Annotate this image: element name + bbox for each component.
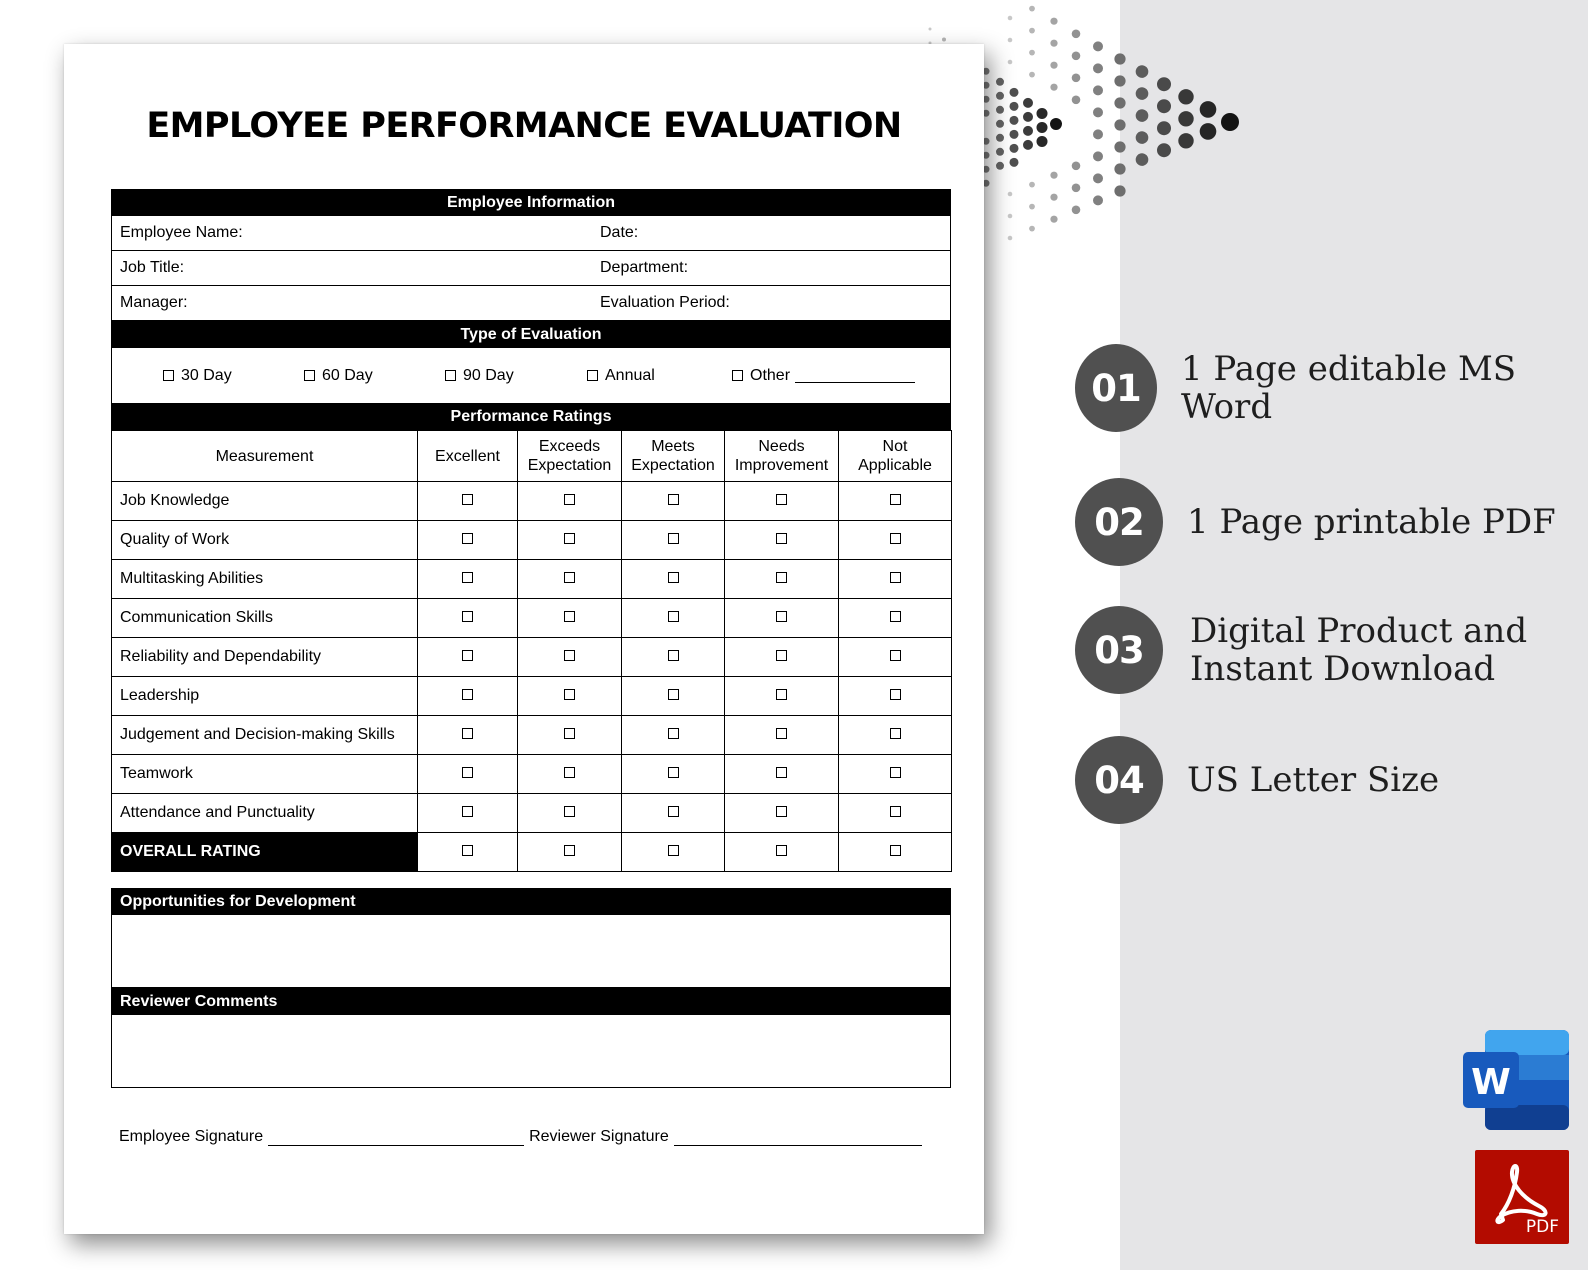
halftone-dot (1008, 16, 1013, 21)
checkbox-excellent[interactable] (462, 728, 473, 739)
measurement-label: Quality of Work (112, 521, 418, 560)
manager-field[interactable]: Manager: (120, 294, 188, 311)
section-header-employee-information: Employee Information (111, 189, 951, 216)
document-page (64, 44, 984, 1234)
checkbox-excellent[interactable] (462, 533, 473, 544)
halftone-dot (996, 148, 1004, 156)
checkbox-needs-improvement[interactable] (776, 494, 787, 505)
checkbox-exceeds-expectation[interactable] (564, 650, 575, 661)
halftone-dot (1093, 173, 1103, 183)
eval-option-label: 90 Day (463, 366, 514, 384)
measurement-label: Attendance and Punctuality (112, 794, 418, 833)
checkbox-not-applicable[interactable] (890, 611, 901, 622)
feature-number-badge: 03 (1075, 606, 1163, 694)
word-icon-band (1485, 1030, 1569, 1055)
rating-row (112, 794, 952, 833)
rating-cell-needs-improvement (725, 833, 839, 872)
halftone-dot (1093, 85, 1103, 95)
halftone-dot (1008, 38, 1013, 43)
halftone-dot (1093, 63, 1103, 73)
column-header-not-applicable: Not Applicable (839, 431, 952, 482)
feature-line: Digital Product and (1190, 611, 1528, 651)
rating-cell-meets-expectation (622, 560, 725, 599)
column-header-exceeds-expectation: Exceeds Expectation (518, 431, 622, 482)
halftone-dot (1200, 101, 1217, 118)
halftone-dot (1136, 65, 1149, 78)
ratings-header-row (112, 431, 952, 482)
checkbox-exceeds-expectation[interactable] (564, 728, 575, 739)
halftone-dot (1072, 206, 1081, 215)
rating-cell-excellent (418, 638, 518, 677)
halftone-dot (1029, 204, 1035, 210)
checkbox-exceeds-expectation[interactable] (564, 689, 575, 700)
checkbox[interactable] (304, 370, 315, 381)
rating-cell-meets-expectation (622, 599, 725, 638)
measurement-label: Reliability and Dependability (112, 638, 418, 677)
rating-cell-not-applicable (839, 638, 952, 677)
halftone-dot (1093, 195, 1103, 205)
overall-rating-label: OVERALL RATING (112, 833, 418, 872)
halftone-dot (1157, 99, 1171, 113)
rating-cell-needs-improvement (725, 521, 839, 560)
checkbox-not-applicable[interactable] (890, 728, 901, 739)
rating-cell-meets-expectation (622, 833, 725, 872)
halftone-dot (1010, 144, 1019, 153)
halftone-dot (1008, 60, 1013, 65)
halftone-dot (1157, 121, 1171, 135)
checkbox-needs-improvement[interactable] (776, 689, 787, 700)
halftone-dot (1050, 40, 1057, 47)
halftone-dot (1136, 131, 1149, 144)
rating-cell-needs-improvement (725, 560, 839, 599)
rating-cell-excellent (418, 833, 518, 872)
word-icon-band (1485, 1105, 1569, 1130)
halftone-dot (1178, 89, 1193, 104)
halftone-dot (1037, 136, 1048, 147)
checkbox[interactable] (445, 370, 456, 381)
checkbox-not-applicable[interactable] (890, 650, 901, 661)
checkbox-meets-expectation[interactable] (668, 767, 679, 778)
rating-cell-meets-expectation (622, 482, 725, 521)
halftone-dot (996, 120, 1004, 128)
checkbox[interactable] (732, 370, 743, 381)
rating-cell-exceeds-expectation (518, 560, 622, 599)
rating-cell-exceeds-expectation (518, 521, 622, 560)
feature-line: US Letter Size (1187, 760, 1440, 800)
section-header-type-of-evaluation: Type of Evaluation (111, 321, 951, 348)
column-header-meets-expectation: Meets Expectation (622, 431, 725, 482)
eval-option-other[interactable] (732, 367, 915, 385)
feature-text (1181, 350, 1588, 426)
feature-line: 1 Page printable PDF (1187, 502, 1556, 542)
rating-cell-exceeds-expectation (518, 482, 622, 521)
checkbox-not-applicable[interactable] (890, 806, 901, 817)
halftone-dot (929, 28, 932, 31)
halftone-dot (1136, 109, 1149, 122)
measurement-label: Leadership (112, 677, 418, 716)
rating-row (112, 560, 952, 599)
rating-row (112, 755, 952, 794)
column-header-excellent: Excellent (418, 431, 518, 482)
halftone-dot (1093, 107, 1103, 117)
checkbox-needs-improvement[interactable] (776, 611, 787, 622)
evaluation-period-field[interactable]: Evaluation Period: (600, 294, 730, 311)
checkbox-excellent[interactable] (462, 611, 473, 622)
rating-cell-not-applicable (839, 716, 952, 755)
rating-cell-needs-improvement (725, 599, 839, 638)
rating-cell-not-applicable (839, 677, 952, 716)
checkbox-excellent[interactable] (462, 572, 473, 583)
checkbox-needs-improvement[interactable] (776, 767, 787, 778)
halftone-dot (1072, 96, 1081, 105)
halftone-dot (1072, 162, 1081, 171)
halftone-dot (1010, 116, 1019, 125)
halftone-dot (996, 162, 1004, 170)
column-header-needs-improvement: Needs Improvement (725, 431, 839, 482)
ratings-table (111, 430, 952, 872)
halftone-dot (1010, 158, 1019, 167)
halftone-dot (1072, 30, 1081, 39)
halftone-dot (1114, 97, 1125, 108)
rating-cell-meets-expectation (622, 521, 725, 560)
word-icon (1463, 1030, 1571, 1130)
ratings-body (112, 482, 952, 872)
checkbox-exceeds-expectation[interactable] (564, 494, 575, 505)
rating-cell-excellent (418, 716, 518, 755)
rating-row (112, 677, 952, 716)
halftone-dot (1178, 111, 1193, 126)
other-blank-line[interactable] (795, 368, 915, 383)
rating-cell-exceeds-expectation (518, 794, 622, 833)
reviewer-signature-label: Reviewer Signature (529, 1128, 669, 1145)
halftone-dot (1050, 118, 1062, 130)
checkbox-not-applicable[interactable] (890, 845, 901, 856)
checkbox-not-applicable[interactable] (890, 689, 901, 700)
halftone-dot (1008, 214, 1013, 219)
measurement-label: Teamwork (112, 755, 418, 794)
rating-row (112, 716, 952, 755)
rating-cell-excellent (418, 599, 518, 638)
rating-cell-needs-improvement (725, 716, 839, 755)
rating-cell-exceeds-expectation (518, 755, 622, 794)
halftone-dot (1010, 102, 1019, 111)
rating-cell-not-applicable (839, 482, 952, 521)
rating-cell-exceeds-expectation (518, 716, 622, 755)
halftone-dot (1200, 123, 1217, 140)
eval-option-label: Annual (605, 366, 655, 384)
halftone-dot (1093, 151, 1103, 161)
rating-cell-exceeds-expectation (518, 599, 622, 638)
halftone-dot (1157, 143, 1171, 157)
section-header-reviewer-comments: Reviewer Comments (111, 988, 951, 1015)
feature-item-03 (1075, 606, 1527, 694)
rating-cell-meets-expectation (622, 638, 725, 677)
measurement-label: Communication Skills (112, 599, 418, 638)
feature-number-badge: 04 (1075, 736, 1163, 824)
checkbox-needs-improvement[interactable] (776, 650, 787, 661)
employee-signature-label: Employee Signature (119, 1128, 264, 1145)
checkbox-exceeds-expectation[interactable] (564, 533, 575, 544)
section-header-opportunities: Opportunities for Development (111, 888, 951, 915)
halftone-dot (996, 134, 1004, 142)
halftone-dot (1050, 172, 1057, 179)
checkbox-excellent[interactable] (462, 806, 473, 817)
info-row (111, 286, 951, 321)
rating-cell-needs-improvement (725, 638, 839, 677)
rating-cell-not-applicable (839, 755, 952, 794)
halftone-dot (1029, 72, 1035, 78)
checkbox-needs-improvement[interactable] (776, 806, 787, 817)
halftone-dot (1008, 192, 1013, 197)
pdf-icon (1475, 1150, 1569, 1244)
halftone-dot (1114, 53, 1125, 64)
feature-item-01 (1075, 344, 1588, 432)
rating-row (112, 638, 952, 677)
reviewer-comments-text-area[interactable] (111, 1015, 951, 1088)
checkbox-not-applicable[interactable] (890, 494, 901, 505)
feature-line: Instant Download (1190, 649, 1496, 689)
halftone-dot (1029, 28, 1035, 34)
overall-rating-row (112, 833, 952, 872)
rating-cell-excellent (418, 677, 518, 716)
halftone-dot (1029, 182, 1035, 188)
rating-cell-exceeds-expectation (518, 677, 622, 716)
checkbox-meets-expectation[interactable] (668, 650, 679, 661)
info-row (111, 216, 951, 251)
rating-cell-excellent (418, 482, 518, 521)
rating-cell-exceeds-expectation (518, 833, 622, 872)
rating-cell-needs-improvement (725, 677, 839, 716)
halftone-dot (1010, 130, 1019, 139)
halftone-dot (1114, 141, 1125, 152)
eval-option-60-day[interactable] (304, 367, 373, 385)
halftone-dot (1114, 75, 1125, 86)
halftone-dot (1029, 6, 1035, 12)
checkbox-exceeds-expectation[interactable] (564, 572, 575, 583)
rating-cell-meets-expectation (622, 716, 725, 755)
feature-number-badge: 02 (1075, 478, 1163, 566)
checkbox-not-applicable[interactable] (890, 572, 901, 583)
evaluation-type-options (111, 348, 951, 403)
rating-row (112, 482, 952, 521)
halftone-dot (1050, 216, 1057, 223)
checkbox-excellent[interactable] (462, 494, 473, 505)
feature-line: 1 Page editable MS Word (1180, 349, 1517, 427)
checkbox-excellent[interactable] (462, 650, 473, 661)
feature-number-badge: 01 (1075, 344, 1157, 432)
checkbox-not-applicable[interactable] (890, 533, 901, 544)
checkbox-meets-expectation[interactable] (668, 806, 679, 817)
reviewer-signature-line[interactable] (674, 1131, 922, 1146)
info-row (111, 251, 951, 286)
halftone-dot (1093, 41, 1103, 51)
halftone-dot (1072, 74, 1081, 83)
eval-option-90-day[interactable] (445, 367, 514, 385)
rating-cell-excellent (418, 755, 518, 794)
checkbox-needs-improvement[interactable] (776, 845, 787, 856)
rating-cell-needs-improvement (725, 794, 839, 833)
rating-cell-needs-improvement (725, 482, 839, 521)
halftone-dot (1037, 122, 1048, 133)
halftone-dot (1136, 153, 1149, 166)
rating-cell-excellent (418, 521, 518, 560)
rating-cell-not-applicable (839, 794, 952, 833)
checkbox-meets-expectation[interactable] (668, 494, 679, 505)
halftone-dot (1029, 226, 1035, 232)
eval-option-annual[interactable] (587, 367, 655, 385)
feature-text (1187, 761, 1439, 799)
rating-cell-exceeds-expectation (518, 638, 622, 677)
checkbox-excellent[interactable] (462, 689, 473, 700)
checkbox-meets-expectation[interactable] (668, 728, 679, 739)
rating-cell-meets-expectation (622, 794, 725, 833)
measurement-label: Judgement and Decision-making Skills (112, 716, 418, 755)
department-field[interactable]: Department: (600, 259, 689, 276)
spacer (111, 872, 951, 888)
checkbox-meets-expectation[interactable] (668, 611, 679, 622)
eval-option-label: Other (750, 366, 791, 384)
halftone-dot (1037, 108, 1048, 119)
halftone-dot (1072, 184, 1081, 193)
halftone-dot (1023, 140, 1033, 150)
halftone-dot (1050, 194, 1057, 201)
halftone-dot (1114, 185, 1125, 196)
rating-cell-excellent (418, 560, 518, 599)
rating-cell-excellent (418, 794, 518, 833)
halftone-dot (996, 92, 1004, 100)
halftone-dot (1178, 133, 1193, 148)
evaluation-form (111, 189, 951, 1088)
checkbox-meets-expectation[interactable] (668, 845, 679, 856)
halftone-dot (1008, 236, 1013, 241)
halftone-dot (996, 78, 1004, 86)
checkbox[interactable] (163, 370, 174, 381)
rating-row (112, 599, 952, 638)
rating-cell-needs-improvement (725, 755, 839, 794)
halftone-dot (1050, 18, 1057, 25)
rating-cell-not-applicable (839, 599, 952, 638)
halftone-dot (1023, 112, 1033, 122)
halftone-dot (1010, 88, 1019, 97)
employee-signature-line[interactable] (268, 1131, 524, 1146)
checkbox[interactable] (587, 370, 598, 381)
measurement-label: Job Knowledge (112, 482, 418, 521)
halftone-dot (1114, 119, 1125, 130)
halftone-dot (1136, 87, 1149, 100)
employee-name-field[interactable]: Employee Name: (120, 224, 243, 241)
opportunities-text-area[interactable] (111, 915, 951, 988)
eval-option-label: 30 Day (181, 366, 232, 384)
job-title-field[interactable]: Job Title: (120, 259, 185, 276)
halftone-dot (996, 106, 1004, 114)
rating-row (112, 521, 952, 560)
signature-row (119, 1128, 927, 1146)
halftone-dot (1157, 77, 1171, 91)
feature-item-04 (1075, 736, 1439, 824)
halftone-dot (1093, 129, 1103, 139)
rating-cell-meets-expectation (622, 677, 725, 716)
halftone-dot (1029, 50, 1035, 56)
date-field[interactable]: Date: (600, 224, 639, 241)
checkbox-meets-expectation[interactable] (668, 533, 679, 544)
word-icon-letter: W (1471, 1062, 1511, 1103)
halftone-dot (1072, 52, 1081, 61)
rating-cell-not-applicable (839, 833, 952, 872)
rating-cell-meets-expectation (622, 755, 725, 794)
feature-item-02 (1075, 478, 1556, 566)
document-title: EMPLOYEE PERFORMANCE EVALUATION (146, 106, 902, 146)
checkbox-exceeds-expectation[interactable] (564, 767, 575, 778)
rating-cell-not-applicable (839, 560, 952, 599)
halftone-dot (1050, 62, 1057, 69)
measurement-label: Multitasking Abilities (112, 560, 418, 599)
checkbox-exceeds-expectation[interactable] (564, 845, 575, 856)
halftone-dot (1050, 84, 1057, 91)
halftone-dot (1221, 113, 1239, 131)
checkbox-exceeds-expectation[interactable] (564, 806, 575, 817)
checkbox-needs-improvement[interactable] (776, 533, 787, 544)
checkbox-excellent[interactable] (462, 767, 473, 778)
section-header-performance-ratings: Performance Ratings (111, 403, 951, 430)
checkbox-meets-expectation[interactable] (668, 689, 679, 700)
halftone-dot (1023, 98, 1033, 108)
checkbox-not-applicable[interactable] (890, 767, 901, 778)
feature-text (1187, 503, 1556, 541)
rating-cell-not-applicable (839, 521, 952, 560)
checkbox-needs-improvement[interactable] (776, 572, 787, 583)
checkbox-needs-improvement[interactable] (776, 728, 787, 739)
eval-option-30-day[interactable] (163, 367, 232, 385)
feature-text (1190, 612, 1527, 688)
checkbox-meets-expectation[interactable] (668, 572, 679, 583)
column-header-measurement: Measurement (112, 431, 418, 482)
eval-option-label: 60 Day (322, 366, 373, 384)
halftone-dot (1023, 126, 1033, 136)
halftone-dot (942, 38, 946, 42)
checkbox-excellent[interactable] (462, 845, 473, 856)
pdf-icon-label: PDF (1525, 1217, 1559, 1237)
halftone-dot (1114, 163, 1125, 174)
checkbox-exceeds-expectation[interactable] (564, 611, 575, 622)
